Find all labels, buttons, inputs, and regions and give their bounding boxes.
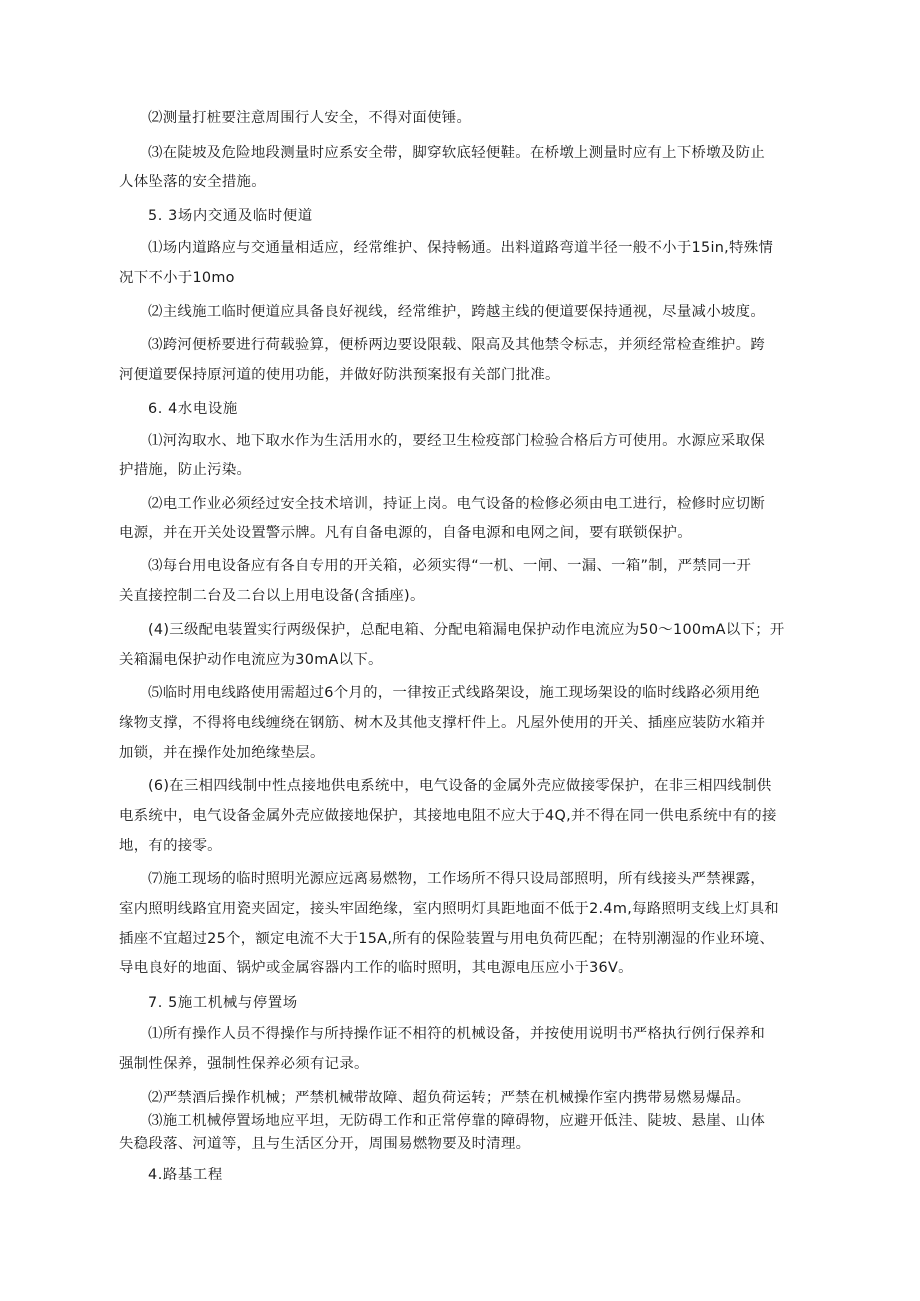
text-line: ⑶每台用电设备应有各自专用的开关箱，必须实得“一机、一闸、一漏、一箱”制，严禁同一开 [148, 558, 752, 574]
text-line: (4)三级配电装置实行两级保护，总配电箱、分配电箱漏电保护动作电流应为50〜100mA以下；开 [148, 622, 785, 638]
text-line: ⑵主线施工临时便道应具备良好视线，经常维护，跨越主线的便道要保持通视，尽量减小坡度。 [148, 304, 766, 320]
section-heading: 4.路基工程 [148, 1167, 223, 1183]
text-line: 况下不小于10mo [119, 270, 235, 286]
text-line: ⑶跨河便桥要进行荷载验算，便桥两边要设限载、限高及其他禁令标志，并须经常检查维护。跨 [148, 337, 766, 353]
text-line: ⑴河沟取水、地下取水作为生活用水的，要经卫生检疫部门检验合格后方可使用。水源应采取保 [148, 433, 766, 449]
text-line: ⑺施工现场的临时照明光源应远离易燃物，工作场所不得只设局部照明，所有线接头严禁裸露， [148, 871, 766, 887]
text-line: 关直接控制二台及二台以上用电设备(含插座)。 [119, 588, 425, 604]
text-line: ⑶施工机械停置场地应平坦，无防碍工作和正常停靠的障碍物，应避开低洼、陡坡、悬崖、山体 [148, 1113, 766, 1129]
text-line: ⑵严禁酒后操作机械；严禁机械带故障、超负荷运转；严禁在机械操作室内携带易燃易爆品。 [148, 1090, 751, 1106]
text-line: ⑶在陡坡及危险地段测量时应系安全带，脚穿软底轻便鞋。在桥墩上测量时应有上下桥墩及防止 [148, 145, 766, 161]
section-heading: 7. 5施工机械与停置场 [148, 995, 298, 1011]
text-line: ⑵电工作业必须经过安全技术培训，持证上岗。电气设备的检修必须由电工进行，检修时应切断 [148, 496, 766, 512]
text-line: 人体坠落的安全措施。 [119, 174, 266, 190]
text-line: ⑸临时用电线路使用需超过6个月的，一律按正式线路架设，施工现场架设的临时线路必须用绝 [148, 685, 760, 701]
text-line: 地，有的接零。 [119, 838, 222, 854]
text-line: 强制性保养，强制性保养必须有记录。 [119, 1056, 369, 1072]
text-line: ⑴场内道路应与交通量相适应，经常维护、保持畅通。出料道路弯道半径一般不小于15in,特殊情 [148, 240, 774, 256]
text-line: 加锁，并在操作处加绝缘垫层。 [119, 745, 325, 761]
text-line: ⑴所有操作人员不得操作与所持操作证不相符的机械设备，并按使用说明书严格执行例行保养和 [148, 1026, 766, 1042]
text-line: 电系统中，电气设备金属外壳应做接地保护，其接地电阻不应大于4Q,并不得在同一供电系统中有的接 [119, 808, 777, 824]
text-line: 关箱漏电保护动作电流应为30mA以下。 [119, 652, 383, 668]
text-line: 护措施，防止污染。 [119, 462, 252, 478]
text-line: 室内照明线路宜用瓷夹固定，接头牢固绝缘，室内照明灯具距地面不低于2.4m,每路照明支线上灯具和 [119, 901, 779, 917]
text-line: 河便道要保持原河道的使用功能，并做好防洪预案报有关部门批准。 [119, 367, 560, 383]
section-heading: 6. 4水电设施 [148, 401, 238, 417]
text-line: ⑵测量打桩要注意周围行人安全，不得对面使锤。 [148, 110, 472, 126]
text-line: 导电良好的地面、锅炉或金属容器内工作的临时照明，其电源电压应小于36V。 [119, 960, 633, 976]
section-heading: 5. 3场内交通及临时便道 [148, 208, 313, 224]
text-line: 电源，并在开关处设置警示牌。凡有自备电源的，自备电源和电网之间，要有联锁保护。 [119, 525, 692, 541]
text-line: 失稳段落、河道等，且与生活区分开，周围易燃物要及时清理。 [119, 1136, 531, 1152]
text-line: 缘物支撑，不得将电线缠绕在钢筋、树木及其他支撑杆件上。凡屋外使用的开关、插座应装防水箱并 [119, 715, 766, 731]
text-line: (6)在三相四线制中性点接地供电系统中，电气设备的金属外壳应做接零保护，在非三相四线制供 [148, 778, 772, 794]
text-line: 插座不宜超过25个，额定电流不大于15A,所有的保险装置与用电负荷匹配；在特别潮湿的作业环境、 [119, 931, 775, 947]
